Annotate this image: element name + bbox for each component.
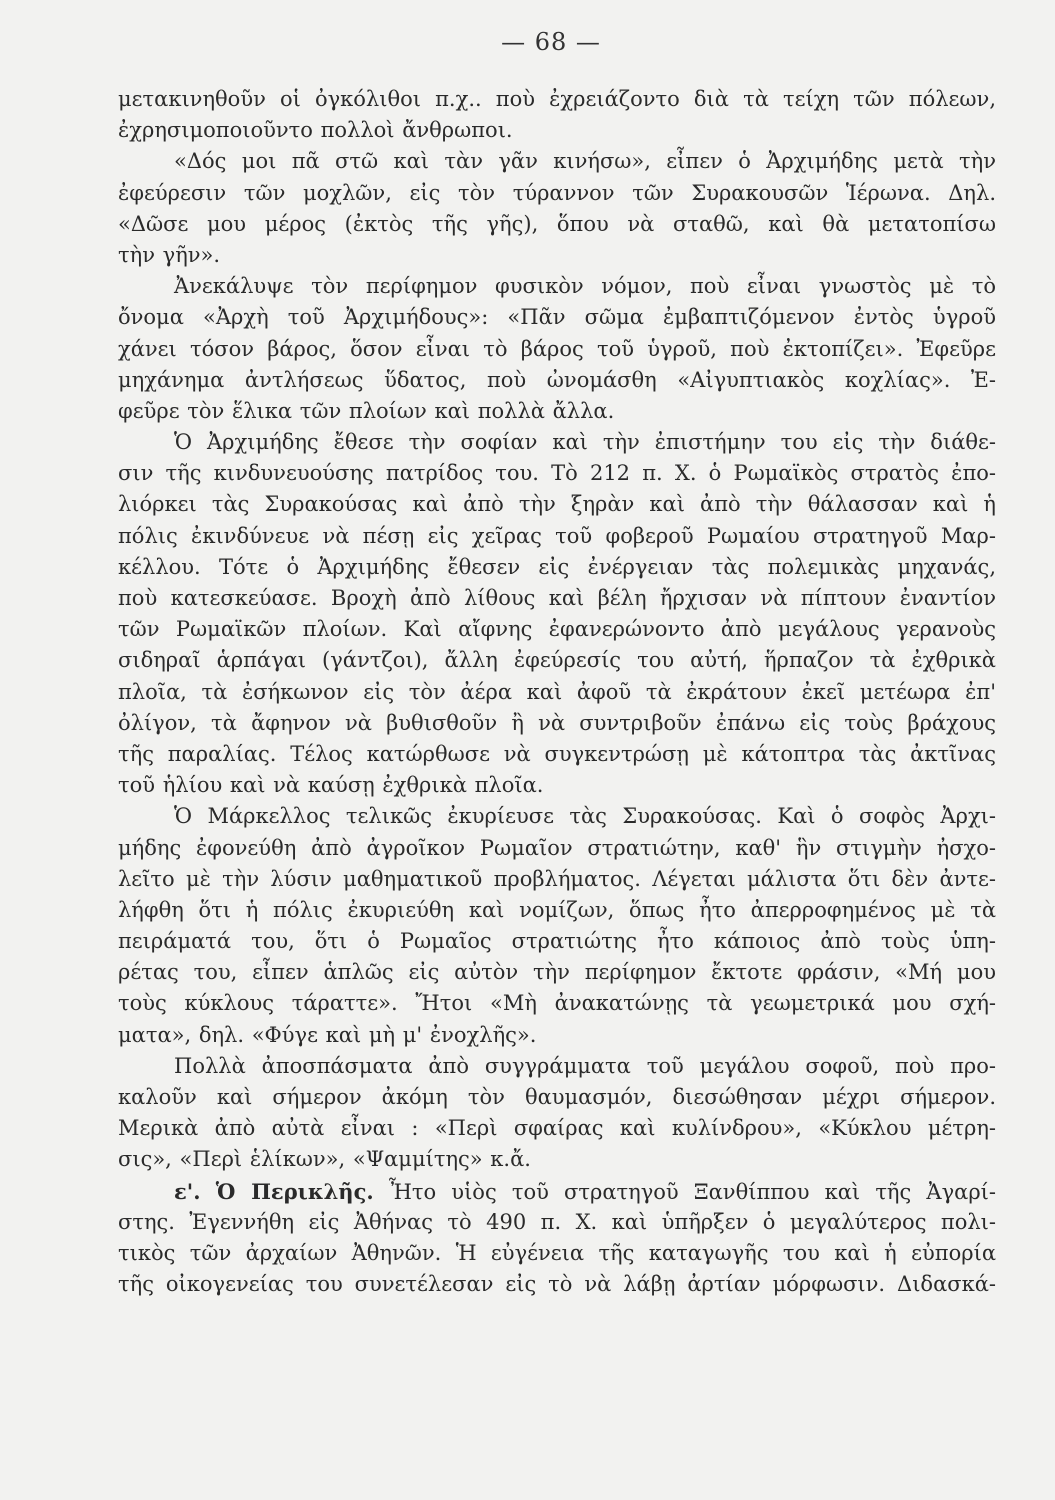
section-title: Ὁ Περικλῆς. bbox=[215, 1178, 374, 1204]
text-line: καλοῦν καὶ σήμερον ἀκόμη τὸν θαυμασμόν, διεσώθησαν μέχρι σήμερον. bbox=[118, 1085, 996, 1109]
text-line: ὀλίγον, τὰ ἄφηνον νὰ βυθισθοῦν ἢ νὰ συντριβοῦν ἐπάνω εἰς τοὺς βράχους bbox=[118, 710, 996, 735]
section-number: ε'. bbox=[174, 1178, 201, 1204]
body-text bbox=[118, 84, 996, 1300]
text-line: τοὺς κύκλους τάραττε». Ἤτοι «Μὴ ἀνακατώνῃς τὰ γεωμετρικά μου σχή- bbox=[118, 991, 996, 1016]
text-line: τικὸς τῶν ἀρχαίων Ἀθηνῶν. Ἡ εὐγένεια τῆς καταγωγῆς του καὶ ἡ εὐπορία bbox=[118, 1240, 996, 1265]
text-line: «Δῶσε μου μέρος (ἐκτὸς τῆς γῆς), ὅπου νὰ σταθῶ, καὶ θὰ μετατοπίσω bbox=[118, 211, 996, 236]
text-line: τῆς παραλίας. Τέλος κατώρθωσε νὰ συγκεντρώσῃ μὲ κάτοπτρα τὰς ἀκτῖνας bbox=[118, 741, 996, 766]
text-line: λεῖτο μὲ τὴν λύσιν μαθηματικοῦ προβλήματος. Λέγεται μάλιστα ὅτι δὲν ἀντε- bbox=[118, 866, 996, 891]
text-line: μετακινηθοῦν οἱ ὀγκόλιθοι π.χ.. ποὺ ἐχρειάζοντο διὰ τὰ τείχη τῶν πόλεων, bbox=[118, 87, 996, 111]
text-line: μήδης ἐφονεύθη ἀπὸ ἀγροῖκον Ρωμαῖον στρατιώτην, καθ' ἣν στιγμὴν ἠσχο- bbox=[118, 835, 996, 860]
text-line: τῆς οἰκογενείας του συνετέλεσαν εἰς τὸ νὰ λάβῃ ἀρτίαν μόρφωσιν. Διδασκά- bbox=[118, 1272, 996, 1297]
text-line: Μερικὰ ἀπὸ αὐτὰ εἶναι : «Περὶ σφαίρας καὶ κυλίνδρου», «Κύκλου μέτρη- bbox=[118, 1116, 996, 1141]
text-line: «Δός μοι πᾶ στῶ καὶ τὰν γᾶν κινήσω», εἶπεν ὁ Ἀρχιμήδης μετὰ τὴν bbox=[174, 149, 996, 174]
text-line: ἐφεύρεσιν τῶν μοχλῶν, εἰς τὸν τύραννον τῶν Συρακουσῶν Ἱέρωνα. Δηλ. bbox=[118, 180, 996, 205]
text-line: τῶν Ρωμαϊκῶν πλοίων. Καὶ αἴφνης ἐφανερώνοντο ἀπὸ μεγάλους γερανοὺς bbox=[118, 617, 996, 642]
text-line: μηχάνημα ἀντλήσεως ὕδατος, ποὺ ὠνομάσθη «Αἰγυπτιακὸς κοχλίας». Ἐ- bbox=[118, 367, 996, 392]
text-line: πλοῖα, τὰ ἐσήκωνον εἰς τὸν ἀέρα καὶ ἀφοῦ τὰ ἐκράτουν ἐκεῖ μετέωρα ἐπ' bbox=[118, 679, 996, 704]
text-line: ματα», δηλ. «Φύγε καὶ μὴ μ' ἐνοχλῆς». bbox=[118, 1022, 537, 1047]
text-line: ρέτας του, εἶπεν ἁπλῶς εἰς αὐτὸν τὴν περίφημον ἔκτοτε φράσιν, «Μή μου bbox=[118, 960, 996, 985]
text-line: λιόρκει τὰς Συρακούσας καὶ ἀπὸ τὴν ξηρὰν καὶ ἀπὸ τὴν θάλασσαν καὶ ἡ bbox=[118, 492, 996, 517]
text-line: στης. Ἐγεννήθη εἰς Ἀθήνας τὸ 490 π. Χ. καὶ ὑπῆρξεν ὁ μεγαλύτερος πολι- bbox=[118, 1209, 996, 1234]
text-line: τοῦ ἡλίου καὶ νὰ καύσῃ ἐχθρικὰ πλοῖα. bbox=[118, 773, 544, 798]
text-line: φεῦρε τὸν ἕλικα τῶν πλοίων καὶ πολλὰ ἄλλα. bbox=[118, 398, 615, 423]
text-line: ἐχρησιμοποιοῦντο πολλοὶ ἄνθρωποι. bbox=[118, 118, 513, 143]
text-line: Ὁ Μάρκελλος τελικῶς ἐκυρίευσε τὰς Συρακούσας. Καὶ ὁ σοφὸς Ἀρχι- bbox=[174, 804, 996, 829]
text-line: Ὁ Ἀρχιμήδης ἔθεσε τὴν σοφίαν καὶ τὴν ἐπιστήμην του εἰς τὴν διάθε- bbox=[174, 430, 996, 455]
text-line: σις», «Περὶ ἑλίκων», «Ψαμμίτης» κ.ἄ. bbox=[118, 1147, 531, 1172]
text-line: ὄνομα «Ἀρχὴ τοῦ Ἀρχιμήδους»: «Πᾶν σῶμα ἐμβαπτιζόμενον ἐντὸς ὑγροῦ bbox=[118, 305, 996, 330]
text-line: σιν τῆς κινδυνευούσης πατρίδος του. Τὸ 212 π. Χ. ὁ Ρωμαϊκὸς στρατὸς ἐπο- bbox=[118, 461, 996, 486]
section-first-line-text: Ἦτο υἱὸς τοῦ στρατηγοῦ Ξανθίππου καὶ τῆς Ἀγαρί- bbox=[388, 1179, 997, 1204]
text-line: πειράματά του, ὅτι ὁ Ρωμαῖος στρατιώτης ἦτο κάποιος ἀπὸ τοὺς ὑπη- bbox=[118, 929, 996, 954]
text-line: τὴν γῆν». bbox=[118, 242, 221, 267]
text-line: λήφθη ὅτι ἡ πόλις ἐκυριεύθη καὶ νομίζων, ὅπως ἦτο ἀπερροφημένος μὲ τὰ bbox=[118, 897, 996, 922]
text-line: σιδηραῖ ἁρπάγαι (γάντζοι), ἄλλη ἐφεύρεσίς του αὐτή, ἥρπαζον τὰ ἐχθρικὰ bbox=[118, 648, 996, 673]
page-number: — 68 — bbox=[501, 28, 601, 56]
text-line: Ἀνεκάλυψε τὸν περίφημον φυσικὸν νόμον, ποὺ εἶναι γνωστὸς μὲ τὸ bbox=[174, 274, 996, 299]
text-line: πόλις ἐκινδύνευε νὰ πέσῃ εἰς χεῖρας τοῦ φοβεροῦ Ρωμαίου στρατηγοῦ Μαρ- bbox=[118, 523, 996, 548]
text-line: Πολλὰ ἀποσπάσματα ἀπὸ συγγράμματα τοῦ μεγάλου σοφοῦ, ποὺ προ- bbox=[174, 1053, 996, 1078]
text-line: κέλλου. Τότε ὁ Ἀρχιμήδης ἔθεσεν εἰς ἐνέργειαν τὰς πολεμικὰς μηχανάς, bbox=[118, 554, 996, 579]
text-line: χάνει τόσον βάρος, ὅσον εἶναι τὸ βάρος τοῦ ὑγροῦ, ποὺ ἐκτοπίζει». Ἐφεῦρε bbox=[118, 336, 996, 361]
text-line: ποὺ κατεσκεύασε. Βροχὴ ἀπὸ λίθους καὶ βέλη ἤρχισαν νὰ πίπτουν ἐναντίον bbox=[118, 586, 996, 610]
section-heading-line bbox=[118, 1176, 996, 1207]
